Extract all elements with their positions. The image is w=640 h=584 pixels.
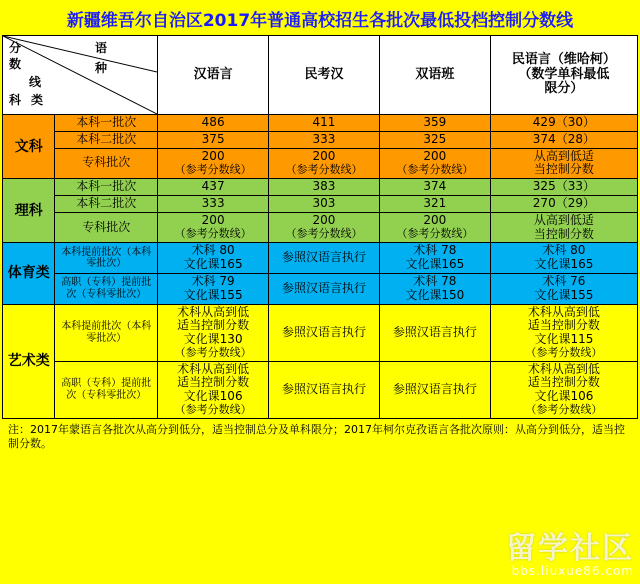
cell-line: （参考分数线） (174, 345, 252, 359)
corner-label-lei: 类 (31, 93, 44, 107)
column-header-minyuyan (490, 36, 637, 115)
cell-line: 适当控制分数 (527, 375, 600, 390)
cell-line: 适当控制分数 (527, 318, 600, 333)
row-label: 高职（专科）提前批次（专科零批次） (55, 361, 158, 418)
corner-label-fen: 分 (9, 41, 22, 55)
cell-value: 303 (269, 195, 380, 212)
cell-line: 文化课130 (183, 332, 243, 347)
cell-value (379, 148, 490, 179)
cell-line: 当控制分数 (533, 226, 594, 241)
cell-line: 适当控制分数 (177, 318, 250, 333)
cell-value (158, 361, 269, 418)
cell-value (490, 304, 637, 361)
cell-line: （参考分数线） (396, 227, 474, 241)
category-wenke: 文科 (3, 115, 55, 179)
cell-value (269, 148, 380, 179)
column-header-minyuyan-line3: 限分） (544, 81, 584, 97)
cell-value: 375 (158, 131, 269, 148)
cell-line: 术科 76 (542, 273, 586, 288)
row-label: 本科二批次 (55, 131, 158, 148)
cell-value: 437 (158, 179, 269, 196)
cell-value: 333 (269, 131, 380, 148)
cell-value (490, 148, 637, 179)
column-header-minkaohan: 民考汉 (269, 36, 380, 115)
table-row (3, 243, 638, 274)
cell-line: 当控制分数 (533, 162, 594, 177)
row-label: 本科二批次 (55, 195, 158, 212)
cell-value: 486 (158, 115, 269, 132)
cell-line: 200 (201, 149, 225, 164)
cell-line: 从高到低适 (533, 212, 594, 227)
corner-label-yu: 语 (95, 41, 108, 55)
cell-line: 术科 80 (542, 243, 586, 258)
corner-label-xian: 线 (29, 75, 42, 89)
cell-value: 383 (269, 179, 380, 196)
watermark-sub: bbs.liuxue86.com (511, 564, 634, 578)
cell-line: 文化课150 (405, 287, 465, 302)
row-label: 专科批次 (55, 212, 158, 243)
cell-line: 200 (312, 149, 336, 164)
cell-value: 333 (158, 195, 269, 212)
cell-line: 文化课155 (534, 287, 594, 302)
cell-value: 325 (379, 131, 490, 148)
cell-value: 参照汉语言执行 (379, 304, 490, 361)
cell-value: 374 (379, 179, 490, 196)
cell-value (158, 273, 269, 304)
cell-line: （参考分数线） (174, 402, 252, 416)
category-like: 理科 (3, 179, 55, 243)
footnote-line-1: 注：2017年蒙语言各批次从高分到低分，适当控制总分及单科限分；2017年柯尔克孜语言各批次原则：从高分到低分，适当控制分数。 (8, 422, 625, 451)
cell-line: 200 (423, 213, 447, 228)
cell-value: 参照汉语言执行 (379, 361, 490, 418)
table-row (3, 179, 638, 196)
cell-value: 参照汉语言执行 (269, 304, 380, 361)
cell-value (490, 212, 637, 243)
cell-value: 参照汉语言执行 (269, 273, 380, 304)
table-row (3, 212, 638, 243)
cell-line: 术科从高到低 (177, 361, 250, 376)
cell-line: 200 (201, 213, 225, 228)
cell-line: 术科 78 (413, 273, 457, 288)
cell-value: 429（30） (490, 115, 637, 132)
cell-line: 术科从高到低 (177, 304, 250, 319)
cell-line: （参考分数线） (285, 227, 363, 241)
table-header-row (3, 36, 638, 115)
category-tiyulei: 体育类 (3, 243, 55, 304)
cell-value: 359 (379, 115, 490, 132)
cell-line: （参考分数线） (396, 162, 474, 176)
column-header-shuangyuban: 双语班 (379, 36, 490, 115)
cell-line: （参考分数线） (174, 227, 252, 241)
cell-line: 文化课165 (534, 257, 594, 272)
cell-line: （参考分数线） (525, 345, 603, 359)
cell-value: 321 (379, 195, 490, 212)
cell-value (490, 361, 637, 418)
table-row (3, 148, 638, 179)
cell-line: 200 (423, 149, 447, 164)
cell-line: 文化课165 (183, 257, 243, 272)
category-yishulei: 艺术类 (3, 304, 55, 418)
cell-value (269, 212, 380, 243)
cell-line: 术科 78 (413, 243, 457, 258)
cell-line: （参考分数线） (285, 162, 363, 176)
cell-line: 文化课165 (405, 257, 465, 272)
cell-line: 术科从高到低 (527, 361, 600, 376)
header-corner-cell (3, 36, 158, 115)
watermark (506, 531, 634, 578)
cell-line: 文化课106 (183, 389, 243, 404)
cell-line: 200 (312, 213, 336, 228)
cell-value: 270（29） (490, 195, 637, 212)
cell-value: 374（28） (490, 131, 637, 148)
watermark-main: 留学社区 (506, 531, 634, 566)
table-row (3, 273, 638, 304)
column-header-minyuyan-line1: 民语言（维哈柯） (511, 51, 616, 67)
cell-value (379, 212, 490, 243)
cell-line: （参考分数线） (525, 402, 603, 416)
page-title: 新疆维吾尔自治区2017年普通高校招生各批次最低投档控制分数线 (66, 11, 574, 31)
footnote (0, 419, 640, 453)
cell-line: 从高到低适 (533, 148, 594, 163)
cell-value: 参照汉语言执行 (269, 243, 380, 274)
table-row (3, 115, 638, 132)
cell-line: 文化课155 (183, 287, 243, 302)
cell-line: 文化课106 (534, 389, 594, 404)
row-label: 本科提前批次（本科零批次） (55, 243, 158, 274)
table-row (3, 195, 638, 212)
cell-line: 文化课115 (534, 332, 594, 347)
row-label: 本科一批次 (55, 115, 158, 132)
cell-value (158, 304, 269, 361)
cell-value: 参照汉语言执行 (269, 361, 380, 418)
table-row (3, 304, 638, 361)
row-label: 本科提前批次（本科零批次） (55, 304, 158, 361)
cell-value (158, 243, 269, 274)
cell-value (490, 273, 637, 304)
score-line-table (2, 35, 638, 419)
row-label: 专科批次 (55, 148, 158, 179)
cell-line: （参考分数线） (174, 162, 252, 176)
row-label: 高职（专科）提前批次（专科零批次） (55, 273, 158, 304)
cell-value (379, 273, 490, 304)
cell-value (490, 243, 637, 274)
table-row (3, 131, 638, 148)
table-row (3, 361, 638, 418)
cell-line: 适当控制分数 (177, 375, 250, 390)
row-label: 本科一批次 (55, 179, 158, 196)
cell-line: 术科 79 (191, 273, 235, 288)
cell-value (379, 243, 490, 274)
cell-line: 术科从高到低 (527, 304, 600, 319)
column-header-minyuyan-line2: （数学单科最低 (518, 66, 610, 82)
cell-value: 325（33） (490, 179, 637, 196)
cell-value: 411 (269, 115, 380, 132)
corner-label-zhong: 种 (95, 61, 108, 75)
corner-label-ke: 科 (9, 93, 22, 107)
cell-line: 术科 80 (191, 243, 235, 258)
column-header-hanyuyan: 汉语言 (158, 36, 269, 115)
cell-value (158, 212, 269, 243)
cell-value (158, 148, 269, 179)
corner-label-shu: 数 (9, 57, 22, 71)
